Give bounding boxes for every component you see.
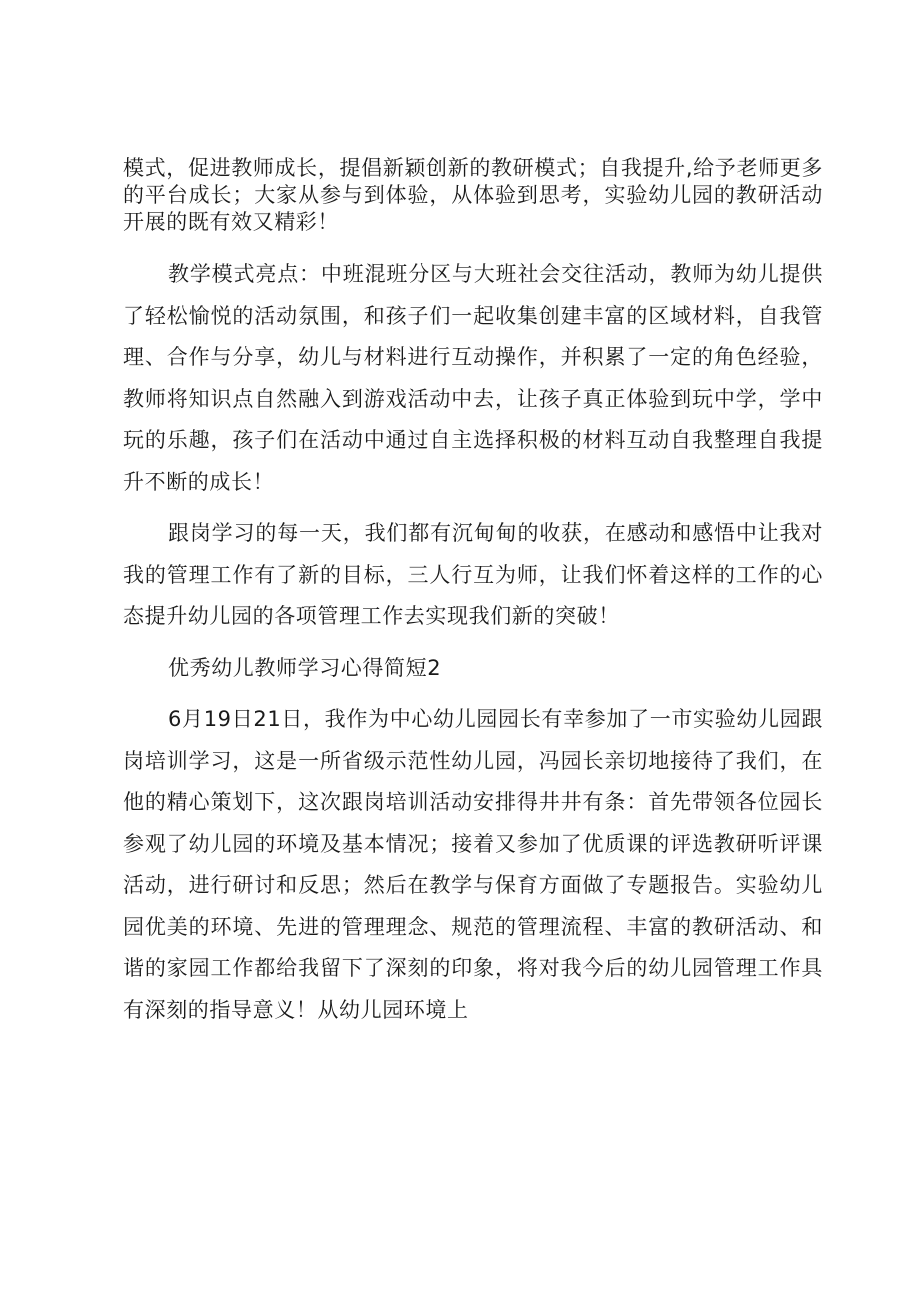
- paragraph-training-report: 6月19日21日，我作为中心幼儿园园长有幸参加了一市实验幼儿园跟岗培训学习，这是一所省级示范性幼儿园，冯园长亲切地接待了我们，在他的精心策划下，这次跟岗培训活动安排得井井有条：首先带领各位园长参观了幼儿园的环境及基本情况；接着又参加了优质课的评选教研听评课活动，进行研讨和反思；然后在教学与保育方面做了专题报告。实验幼儿园优美的环境、先进的管理理念、规范的管理流程、丰富的教研活动、和谐的家园工作都给我留下了深刻的印象，将对我今后的幼儿园管理工作具有深刻的指导意义！从幼儿园环境上: [123, 707, 823, 1022]
- paragraph-teaching-highlights: 教学模式亮点：中班混班分区与大班社会交往活动，教师为幼儿提供了轻松愉悦的活动氛围，和孩子们一起收集创建丰富的区域材料，自我管理、合作与分享，幼儿与材料进行互动操作，并积累了一定的角色经验，教师将知识点自然融入到游戏活动中去，让孩子真正体验到玩中学，学中玩的乐趣，孩子们在活动中通过自主选择积极的材料互动自我整理自我提升不断的成长！: [123, 262, 823, 494]
- section-heading: 优秀幼儿教师学习心得简短2: [168, 655, 442, 680]
- paragraph-continuation: 模式，促进教师成长，提倡新颖创新的教研模式；自我提升,给予老师更多的平台成长；大家从参与到体验，从体验到思考，实验幼儿园的教研活动开展的既有效又精彩！: [123, 156, 823, 234]
- document-body: [123, 155, 823, 1041]
- paragraph-daily-learning: 跟岗学习的每一天，我们都有沉甸甸的收获，在感动和感悟中让我对我的管理工作有了新的目标，三人行互为师，让我们怀着这样的工作的心态提升幼儿园的各项管理工作去实现我们新的突破！: [123, 521, 823, 628]
